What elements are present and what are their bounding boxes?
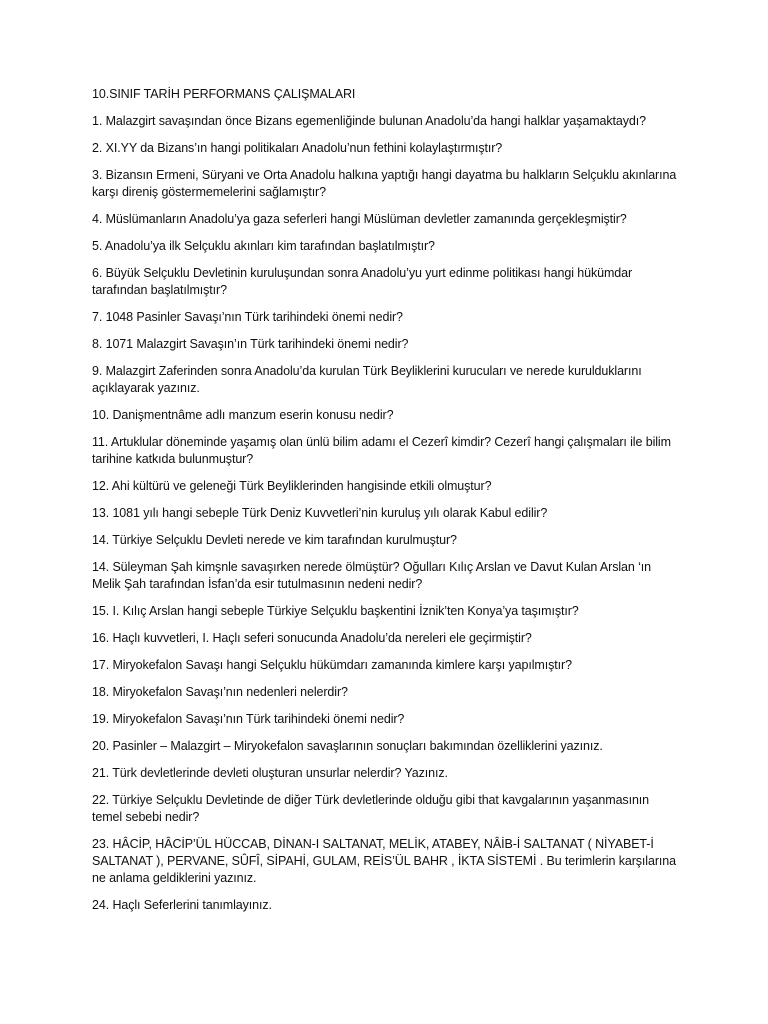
question-item: 20. Pasinler – Malazgirt – Miryokefalon savaşlarının sonuçları bakımından özelliklerini yazınız. (92, 739, 603, 753)
question-item: 19. Miryokefalon Savaşı’nın Türk tarihindeki önemi nedir? (92, 712, 405, 726)
question-item: 14. Süleyman Şah kimşnle savaşırken nerede ölmüştür? Oğulları Kılıç Arslan ve Davut Kulan Arslan ‘ın Melik Şah tarafından İsfan’da esir tutulmasının nedeni nedir? (92, 560, 652, 591)
question-item: 16. Haçlı kuvvetleri, I. Haçlı seferi sonucunda Anadolu’da nereleri ele geçirmiştir? (92, 631, 532, 645)
question-item: 23. HÂCİP, HÂCİP’ÜL HÜCCAB, DİNAN-I SALTANAT, MELİK, ATABEY, NÂİB-İ SALTANAT ( NİYABET-İ SALTANAT ), PERVANE, SÛFÎ, SİPAHİ, GULAM, REİS’ÜL BAHR , İKTA SİSTEMİ . Bu terimlerin karşılarına ne anlama geldiklerini yazınız. (92, 837, 676, 885)
question-item: 11. Artuklular döneminde yaşamış olan ünlü bilim adamı el Cezerî kimdir? Cezerî hangi çalışmaları ile bilim tarihine katkıda bulunmuştur? (92, 435, 671, 466)
question-item: 6. Büyük Selçuklu Devletinin kuruluşundan sonra Anadolu’yu yurt edinme politikası hangi hükümdar tarafından başlatılmıştır? (92, 266, 633, 297)
question-item: 12. Ahi kültürü ve geleneği Türk Beyliklerinden hangisinde etkili olmuştur? (92, 479, 492, 493)
question-item: 2. XI.YY da Bizans’ın hangi politikaları Anadolu’nun fethini kolaylaştırmıştır? (92, 141, 503, 155)
question-item: 21. Türk devletlerinde devleti oluşturan unsurlar nelerdir? Yazınız. (92, 766, 448, 780)
question-item: 4. Müslümanların Anadolu’ya gaza seferleri hangi Müslüman devletler zamanında gerçekleşmiştir? (92, 212, 627, 226)
question-item: 13. 1081 yılı hangi sebeple Türk Deniz Kuvvetleri’nin kuruluş yılı olarak Kabul edilir? (92, 506, 548, 520)
question-item: 5. Anadolu’ya ilk Selçuklu akınları kim tarafından başlatılmıştır? (92, 239, 435, 253)
question-item: 18. Miryokefalon Savaşı’nın nedenleri nelerdir? (92, 685, 348, 699)
question-item: 24. Haçlı Seferlerini tanımlayınız. (92, 898, 272, 912)
question-item: 9. Malazgirt Zaferinden sonra Anadolu’da kurulan Türk Beyliklerini kurucuları ve nerede kurulduklarını açıklayarak yazınız. (92, 364, 642, 395)
question-item: 7. 1048 Pasinler Savaşı’nın Türk tarihindeki önemi nedir? (92, 310, 403, 324)
question-item: 1. Malazgirt savaşından önce Bizans egemenliğinde bulunan Anadolu’da hangi halklar yaşamaktaydı? (92, 114, 646, 128)
question-list (92, 113, 682, 914)
question-item: 15. I. Kılıç Arslan hangi sebeple Türkiye Selçuklu başkentini İznik’ten Konya’ya taşımıştır? (92, 604, 579, 618)
question-item: 10. Danişmentnâme adlı manzum eserin konusu nedir? (92, 408, 394, 422)
question-item: 3. Bizansın Ermeni, Süryani ve Orta Anadolu halkına yaptığı hangi dayatma bu halkların Selçuklu akınlarına karşı direniş göstermemelerini sağlamıştır? (92, 168, 677, 199)
document-title: 10.SINIF TARİH PERFORMANS ÇALIŞMALARI (92, 87, 356, 101)
question-item: 14. Türkiye Selçuklu Devleti nerede ve kim tarafından kurulmuştur? (92, 533, 457, 547)
document-page (92, 86, 682, 924)
question-item: 22. Türkiye Selçuklu Devletinde de diğer Türk devletlerinde olduğu gibi that kavgalarının yaşanmasının temel sebebi nedir? (92, 793, 650, 824)
question-item: 8. 1071 Malazgirt Savaşın’ın Türk tarihindeki önemi nedir? (92, 337, 409, 351)
question-item: 17. Miryokefalon Savaşı hangi Selçuklu hükümdarı zamanında kimlere karşı yapılmıştır? (92, 658, 572, 672)
